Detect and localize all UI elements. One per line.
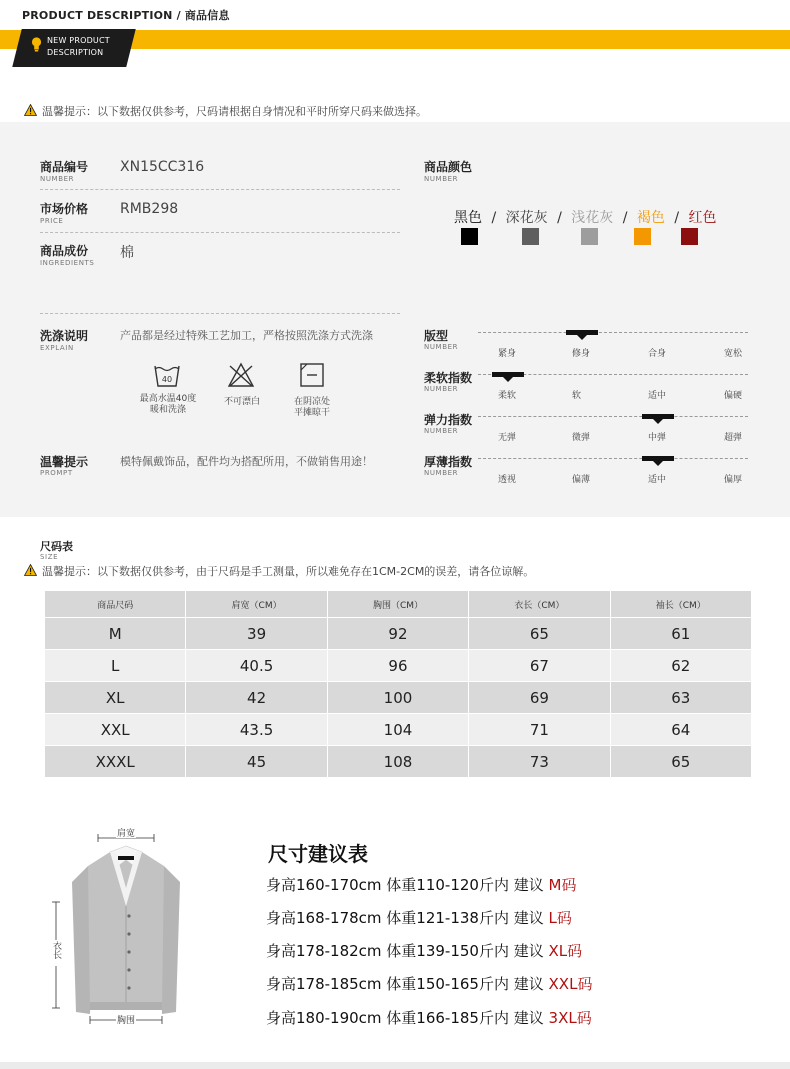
recommendation-row bbox=[266, 907, 572, 928]
table-row bbox=[45, 714, 752, 746]
rec-size: M码 bbox=[548, 876, 577, 894]
table-row bbox=[45, 746, 752, 778]
size-title: 尺码表 bbox=[40, 540, 73, 553]
material-label: 商品成份 bbox=[40, 244, 89, 258]
scale-sublabel: NUMBER bbox=[424, 343, 459, 351]
page-title: PRODUCT DESCRIPTION / 商品信息 bbox=[22, 9, 230, 22]
scale-tick: 柔软 bbox=[498, 391, 517, 401]
cell-sleeve: 63 bbox=[610, 682, 751, 714]
cell-length: 69 bbox=[469, 682, 610, 714]
scale-label: 柔软指数 bbox=[424, 371, 473, 385]
color-name-brown: 褐色 bbox=[636, 210, 665, 226]
col-header: 商品尺码 bbox=[45, 591, 186, 618]
code-label: 商品编号 bbox=[40, 160, 89, 174]
cell-shoulder: 40.5 bbox=[186, 650, 327, 682]
scale-line bbox=[478, 458, 748, 459]
dry-caption-line2: 平摊晾干 bbox=[293, 408, 330, 418]
color-name-light-grey: 浅花灰 bbox=[571, 210, 614, 226]
cell-shoulder: 42 bbox=[186, 682, 327, 714]
scale-tick: 偏厚 bbox=[724, 475, 743, 485]
scale-tick: 偏薄 bbox=[572, 475, 591, 485]
wash-temp: 40 bbox=[161, 375, 173, 384]
no-bleach-caption: 不可漂白 bbox=[223, 397, 260, 407]
divider bbox=[40, 313, 400, 314]
cell-chest: 104 bbox=[327, 714, 468, 746]
cell-sleeve: 61 bbox=[610, 618, 751, 650]
recommendation-row bbox=[266, 1007, 592, 1028]
cell-sleeve: 65 bbox=[610, 746, 751, 778]
swatch-light-grey[interactable] bbox=[581, 228, 598, 245]
notice-top: 温馨提示：以下数据仅供参考，尺码请根据自身情况和平时所穿尺码来做选择。 bbox=[42, 105, 427, 118]
wash-icon-caption bbox=[128, 394, 208, 416]
cell-length: 67 bbox=[469, 650, 610, 682]
table-row bbox=[45, 618, 752, 650]
divider bbox=[40, 232, 400, 233]
recommendation-row bbox=[266, 940, 582, 961]
dry-caption-line1: 在阴凉处 bbox=[293, 397, 330, 407]
no-bleach-icon bbox=[227, 362, 255, 388]
size-sublabel: SIZE bbox=[40, 553, 59, 561]
cell-shoulder: 45 bbox=[186, 746, 327, 778]
cell-sleeve: 62 bbox=[610, 650, 751, 682]
scale-tick: 偏硬 bbox=[724, 391, 743, 401]
wash-sublabel: EXPLAIN bbox=[40, 344, 74, 352]
color-name-dark-grey: 深花灰 bbox=[505, 210, 548, 226]
price-sublabel: PRICE bbox=[40, 217, 64, 225]
scale-label: 弹力指数 bbox=[424, 413, 473, 427]
scale-tick: 合身 bbox=[648, 349, 667, 359]
cell-chest: 100 bbox=[327, 682, 468, 714]
prompt-label: 温馨提示 bbox=[40, 455, 89, 469]
scale-tick: 紧身 bbox=[498, 349, 517, 359]
color-separator: / bbox=[557, 210, 562, 226]
material-value: 棉 bbox=[120, 245, 134, 261]
recommendation-row bbox=[266, 874, 576, 895]
scale-tick: 适中 bbox=[648, 391, 667, 401]
color-separator: / bbox=[491, 210, 497, 226]
wash-40-icon bbox=[153, 362, 181, 388]
recommendation-title: 尺寸建议表 bbox=[268, 842, 368, 866]
col-header: 衣长（CM） bbox=[469, 591, 610, 618]
size-table-header bbox=[45, 591, 752, 618]
scale-marker-pointer bbox=[653, 461, 663, 466]
shoulder-label: 肩宽 bbox=[116, 829, 136, 839]
rec-text: 身高178-182cm 体重139-150斤内 建议 bbox=[266, 942, 544, 960]
swatch-dark-grey[interactable] bbox=[522, 228, 539, 245]
color-separator: / bbox=[622, 210, 628, 226]
cell-length: 71 bbox=[469, 714, 610, 746]
wash-caption-line2: 暖和洗涤 bbox=[149, 405, 186, 415]
recommendation-row bbox=[266, 973, 592, 994]
scale-tick: 微弹 bbox=[572, 433, 591, 443]
code-sublabel: NUMBER bbox=[40, 175, 75, 183]
cell-chest: 92 bbox=[327, 618, 468, 650]
cardigan-diagram bbox=[50, 822, 200, 1032]
col-header: 胸围（CM） bbox=[327, 591, 468, 618]
rec-size: XXL码 bbox=[548, 975, 593, 993]
size-table bbox=[44, 590, 752, 778]
scale-label: 版型 bbox=[424, 329, 449, 343]
scale-tick: 软 bbox=[572, 391, 582, 401]
scale-tick: 透视 bbox=[498, 475, 517, 485]
cell-size: XXL bbox=[45, 714, 186, 746]
badge-line-2: DESCRIPTION bbox=[47, 48, 104, 57]
scale-marker-pointer bbox=[653, 419, 663, 424]
rec-text: 身高168-178cm 体重121-138斤内 建议 bbox=[266, 909, 544, 927]
cell-size: XXXL bbox=[45, 746, 186, 778]
scale-sublabel: NUMBER bbox=[424, 469, 459, 477]
scale-label: 厚薄指数 bbox=[424, 455, 473, 469]
colors-sublabel: NUMBER bbox=[424, 175, 459, 183]
cell-chest: 108 bbox=[327, 746, 468, 778]
cell-chest: 96 bbox=[327, 650, 468, 682]
rec-text: 身高178-185cm 体重150-165斤内 建议 bbox=[266, 975, 544, 993]
scale-tick: 超弹 bbox=[724, 433, 743, 443]
swatch-brown[interactable] bbox=[634, 228, 651, 245]
prompt-sublabel: PROMPT bbox=[40, 469, 73, 477]
size-notice: 温馨提示：以下数据仅供参考，由于尺码是手工测量，所以难免存在1CM-2CM的误差，请各位谅解。 bbox=[42, 565, 535, 578]
cell-length: 65 bbox=[469, 618, 610, 650]
cell-length: 73 bbox=[469, 746, 610, 778]
table-row bbox=[45, 682, 752, 714]
table-row bbox=[45, 650, 752, 682]
cell-sleeve: 64 bbox=[610, 714, 751, 746]
rec-size: L码 bbox=[548, 909, 572, 927]
prompt-text: 模特佩戴饰品，配件均为搭配所用，不做销售用途！ bbox=[120, 455, 373, 468]
dry-caption bbox=[272, 397, 352, 419]
divider bbox=[40, 189, 400, 190]
swatch-red[interactable] bbox=[681, 228, 698, 245]
rec-text: 身高180-190cm 体重166-185斤内 建议 bbox=[266, 1009, 544, 1027]
scale-marker-pointer bbox=[577, 335, 587, 340]
colors-label: 商品颜色 bbox=[424, 160, 473, 174]
length-label: 衣长 bbox=[51, 941, 61, 959]
code-value: XN15CC316 bbox=[120, 159, 205, 175]
cell-size: M bbox=[45, 618, 186, 650]
color-name-red: 红色 bbox=[688, 210, 717, 226]
lightbulb-icon bbox=[31, 37, 42, 52]
price-label: 市场价格 bbox=[40, 202, 89, 216]
wash-label: 洗涤说明 bbox=[40, 329, 89, 343]
rec-size: 3XL码 bbox=[548, 1009, 592, 1027]
warning-icon bbox=[24, 564, 37, 576]
badge-line-1: NEW PRODUCT bbox=[47, 36, 110, 45]
scale-sublabel: NUMBER bbox=[424, 427, 459, 435]
cell-size: L bbox=[45, 650, 186, 682]
price-value: RMB298 bbox=[120, 201, 179, 217]
col-header: 袖长（CM） bbox=[610, 591, 751, 618]
color-separator: / bbox=[674, 210, 680, 226]
cell-size: XL bbox=[45, 682, 186, 714]
material-sublabel: INGREDIENTS bbox=[40, 259, 95, 267]
color-names bbox=[454, 207, 717, 227]
wash-caption-line1: 最高水温40度 bbox=[139, 394, 197, 404]
wash-text: 产品都是经过特殊工艺加工，严格按照洗涤方式洗涤 bbox=[120, 329, 373, 342]
scale-tick: 适中 bbox=[648, 475, 667, 485]
rec-size: XL码 bbox=[548, 942, 583, 960]
rec-text: 身高160-170cm 体重110-120斤内 建议 bbox=[266, 876, 544, 894]
color-name-black: 黑色 bbox=[454, 210, 482, 226]
col-header: 肩宽（CM） bbox=[186, 591, 327, 618]
warning-icon bbox=[24, 104, 37, 116]
swatch-black[interactable] bbox=[461, 228, 478, 245]
scale-sublabel: NUMBER bbox=[424, 385, 459, 393]
dry-flat-shade-icon bbox=[299, 362, 325, 388]
cell-shoulder: 39 bbox=[186, 618, 327, 650]
scale-tick: 无弹 bbox=[498, 433, 517, 443]
chest-label: 胸围 bbox=[116, 1016, 136, 1026]
scale-tick: 宽松 bbox=[724, 349, 743, 359]
scale-line bbox=[478, 416, 748, 417]
scale-tick: 中弹 bbox=[648, 433, 667, 443]
scale-line bbox=[478, 332, 748, 333]
scale-tick: 修身 bbox=[572, 349, 591, 359]
footer-band bbox=[0, 1062, 790, 1069]
scale-marker-pointer bbox=[503, 377, 513, 382]
cell-shoulder: 43.5 bbox=[186, 714, 327, 746]
